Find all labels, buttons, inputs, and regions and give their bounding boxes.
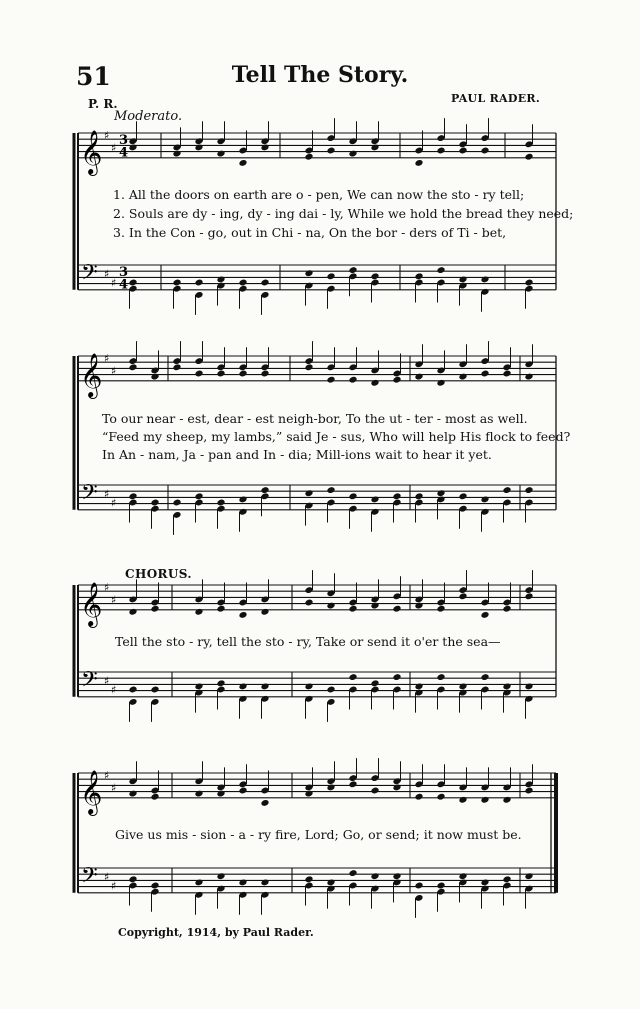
- note-head: [348, 150, 357, 158]
- note-head: [414, 492, 423, 500]
- sharp-icon: ♯: [104, 129, 110, 143]
- bass-clef: 𝄢: [81, 863, 98, 894]
- note-head: [436, 147, 445, 155]
- note-head: [370, 872, 379, 880]
- note-head: [392, 605, 401, 613]
- note-head: [150, 686, 159, 694]
- sharp-icon: ♯: [104, 581, 110, 595]
- note-head: [216, 790, 225, 798]
- note-head: [304, 790, 313, 798]
- note-head: [458, 796, 467, 804]
- note-head: [260, 608, 269, 616]
- sharp-icon: ♯: [104, 674, 110, 688]
- note-head: [150, 373, 159, 381]
- note-head: [260, 682, 269, 690]
- note-head: [128, 686, 137, 694]
- lyric-line: “Feed my sheep, my lambs,” said Je - sus, Who will help His flock to feed?: [102, 429, 571, 444]
- sharp-icon: ♯: [111, 879, 117, 893]
- lyric-line: In An - nam, Ja - pan and In - dia; Mill-ions wait to hear it yet.: [102, 447, 492, 462]
- note-head: [524, 486, 533, 494]
- sharp-icon: ♯: [111, 364, 117, 378]
- sharp-icon: ♯: [111, 683, 117, 697]
- note-head: [370, 272, 379, 280]
- note-head: [480, 796, 489, 804]
- note-head: [238, 611, 247, 619]
- sharp-icon: ♯: [104, 870, 110, 884]
- note-head: [216, 275, 225, 283]
- note-head: [326, 486, 335, 494]
- note-head: [392, 673, 401, 681]
- note-head: [480, 673, 489, 681]
- treble-clef: 𝄞: [80, 352, 103, 397]
- note-head: [216, 150, 225, 158]
- note-head: [502, 370, 511, 378]
- note-head: [480, 878, 489, 886]
- note-head: [458, 275, 467, 283]
- note-head: [238, 878, 247, 886]
- note-head: [348, 266, 357, 274]
- note-head: [414, 373, 423, 381]
- note-head: [502, 796, 511, 804]
- note-head: [326, 783, 335, 791]
- note-head: [370, 602, 379, 610]
- note-head: [348, 869, 357, 877]
- treble-clef: 𝄞: [80, 129, 103, 174]
- note-head: [436, 266, 445, 274]
- sharp-icon: ♯: [111, 141, 117, 155]
- hymn-title: Tell The Story.: [231, 62, 409, 88]
- note-head: [458, 872, 467, 880]
- note-head: [502, 682, 511, 690]
- note-head: [326, 602, 335, 610]
- note-head: [524, 592, 533, 600]
- note-head: [238, 279, 247, 287]
- note-head: [304, 153, 313, 161]
- note-head: [348, 673, 357, 681]
- note-head: [326, 376, 335, 384]
- sharp-icon: ♯: [111, 496, 117, 510]
- note-head: [414, 602, 423, 610]
- note-head: [326, 878, 335, 886]
- lyric-line: 3. In the Con - go, out in Chi - na, On the bor - ders of Ti - bet,: [113, 225, 507, 240]
- note-head: [216, 872, 225, 880]
- note-head: [348, 376, 357, 384]
- note-head: [480, 495, 489, 503]
- note-head: [458, 682, 467, 690]
- note-head: [150, 793, 159, 801]
- note-head: [414, 682, 423, 690]
- note-head: [480, 275, 489, 283]
- note-head: [304, 682, 313, 690]
- note-head: [458, 592, 467, 600]
- note-head: [392, 492, 401, 500]
- note-head: [304, 269, 313, 277]
- note-head: [436, 673, 445, 681]
- sharp-icon: ♯: [111, 276, 117, 290]
- note-head: [304, 875, 313, 883]
- note-head: [304, 599, 313, 607]
- note-head: [216, 679, 225, 687]
- note-head: [480, 370, 489, 378]
- note-head: [260, 370, 269, 378]
- note-head: [524, 153, 533, 161]
- chorus-label: CHORUS.: [125, 567, 192, 581]
- note-head: [238, 370, 247, 378]
- note-head: [414, 272, 423, 280]
- sharp-icon: ♯: [104, 769, 110, 783]
- note-head: [370, 787, 379, 795]
- note-head: [172, 279, 181, 287]
- note-head: [436, 379, 445, 387]
- note-head: [260, 486, 269, 494]
- note-head: [414, 793, 423, 801]
- sharp-icon: ♯: [111, 781, 117, 795]
- note-head: [370, 495, 379, 503]
- note-head: [194, 492, 203, 500]
- note-head: [326, 686, 335, 694]
- note-head: [524, 787, 533, 795]
- note-head: [260, 279, 269, 287]
- note-head: [502, 605, 511, 613]
- note-head: [194, 279, 203, 287]
- note-head: [392, 872, 401, 880]
- note-head: [304, 489, 313, 497]
- note-head: [436, 605, 445, 613]
- note-head: [458, 147, 467, 155]
- note-head: [458, 373, 467, 381]
- sharp-icon: ♯: [104, 352, 110, 366]
- treble-clef: 𝄞: [80, 769, 103, 814]
- lyricist-initials: P. R.: [88, 97, 118, 111]
- note-head: [128, 492, 137, 500]
- note-head: [172, 499, 181, 507]
- note-head: [128, 143, 137, 151]
- tempo-marking: Moderato.: [114, 109, 183, 124]
- note-head: [414, 882, 423, 890]
- note-head: [436, 882, 445, 890]
- time-signature: 4: [119, 277, 129, 293]
- note-head: [326, 272, 335, 280]
- lyric-line: 1. All the doors on earth are o - pen, We can now the sto - ry tell;: [113, 187, 525, 202]
- note-head: [480, 611, 489, 619]
- note-head: [194, 790, 203, 798]
- note-head: [238, 682, 247, 690]
- note-head: [238, 495, 247, 503]
- time-signature: 3: [119, 265, 129, 280]
- lyric-line: To our near - est, dear - est neigh-bor, To the ut - ter - most as well.: [102, 411, 528, 426]
- note-head: [524, 373, 533, 381]
- lyric-line: Tell the sto - ry, tell the sto - ry, Take or send it o'er the sea—: [115, 634, 501, 649]
- note-head: [194, 608, 203, 616]
- note-head: [128, 363, 137, 371]
- hymn-number: 51: [76, 62, 111, 91]
- note-head: [216, 499, 225, 507]
- bass-clef: 𝄢: [81, 260, 98, 291]
- note-head: [348, 605, 357, 613]
- note-head: [370, 379, 379, 387]
- note-head: [348, 780, 357, 788]
- note-head: [436, 793, 445, 801]
- lyric-line: 2. Souls are dy - ing, dy - ing dai - ly, While we hold the bread they need;: [113, 206, 574, 221]
- note-head: [502, 486, 511, 494]
- note-head: [502, 875, 511, 883]
- note-head: [458, 492, 467, 500]
- note-head: [172, 150, 181, 158]
- time-signature: 3: [119, 133, 129, 148]
- note-head: [524, 872, 533, 880]
- note-head: [260, 878, 269, 886]
- note-head: [348, 492, 357, 500]
- note-head: [128, 875, 137, 883]
- note-head: [128, 790, 137, 798]
- sharp-icon: ♯: [104, 487, 110, 501]
- note-head: [260, 799, 269, 807]
- note-head: [414, 159, 423, 167]
- note-head: [194, 143, 203, 151]
- note-head: [524, 682, 533, 690]
- note-head: [480, 147, 489, 155]
- bass-clef: 𝄢: [81, 480, 98, 511]
- lyric-line: Give us mis - sion - a - ry fire, Lord; Go, or send; it now must be.: [115, 827, 522, 842]
- note-head: [216, 370, 225, 378]
- note-head: [194, 878, 203, 886]
- composer-credit: PAUL RADER.: [450, 92, 540, 105]
- time-signature: 4: [119, 145, 129, 161]
- note-head: [150, 882, 159, 890]
- note-head: [524, 279, 533, 287]
- note-head: [238, 787, 247, 795]
- note-head: [194, 370, 203, 378]
- note-head: [370, 679, 379, 687]
- note-head: [304, 363, 313, 371]
- note-head: [260, 143, 269, 151]
- note-head: [128, 608, 137, 616]
- note-head: [326, 147, 335, 155]
- note-head: [436, 489, 445, 497]
- note-head: [370, 143, 379, 151]
- note-head: [172, 363, 181, 371]
- treble-clef: 𝄞: [80, 581, 103, 626]
- note-head: [392, 783, 401, 791]
- sharp-icon: ♯: [104, 267, 110, 281]
- sharp-icon: ♯: [111, 593, 117, 607]
- note-head: [128, 279, 137, 287]
- note-head: [216, 605, 225, 613]
- bass-clef: 𝄢: [81, 667, 98, 698]
- copyright-notice: Copyright, 1914, by Paul Rader.: [118, 926, 314, 939]
- note-head: [392, 376, 401, 384]
- note-head: [150, 499, 159, 507]
- note-head: [150, 605, 159, 613]
- note-head: [194, 682, 203, 690]
- note-head: [238, 159, 247, 167]
